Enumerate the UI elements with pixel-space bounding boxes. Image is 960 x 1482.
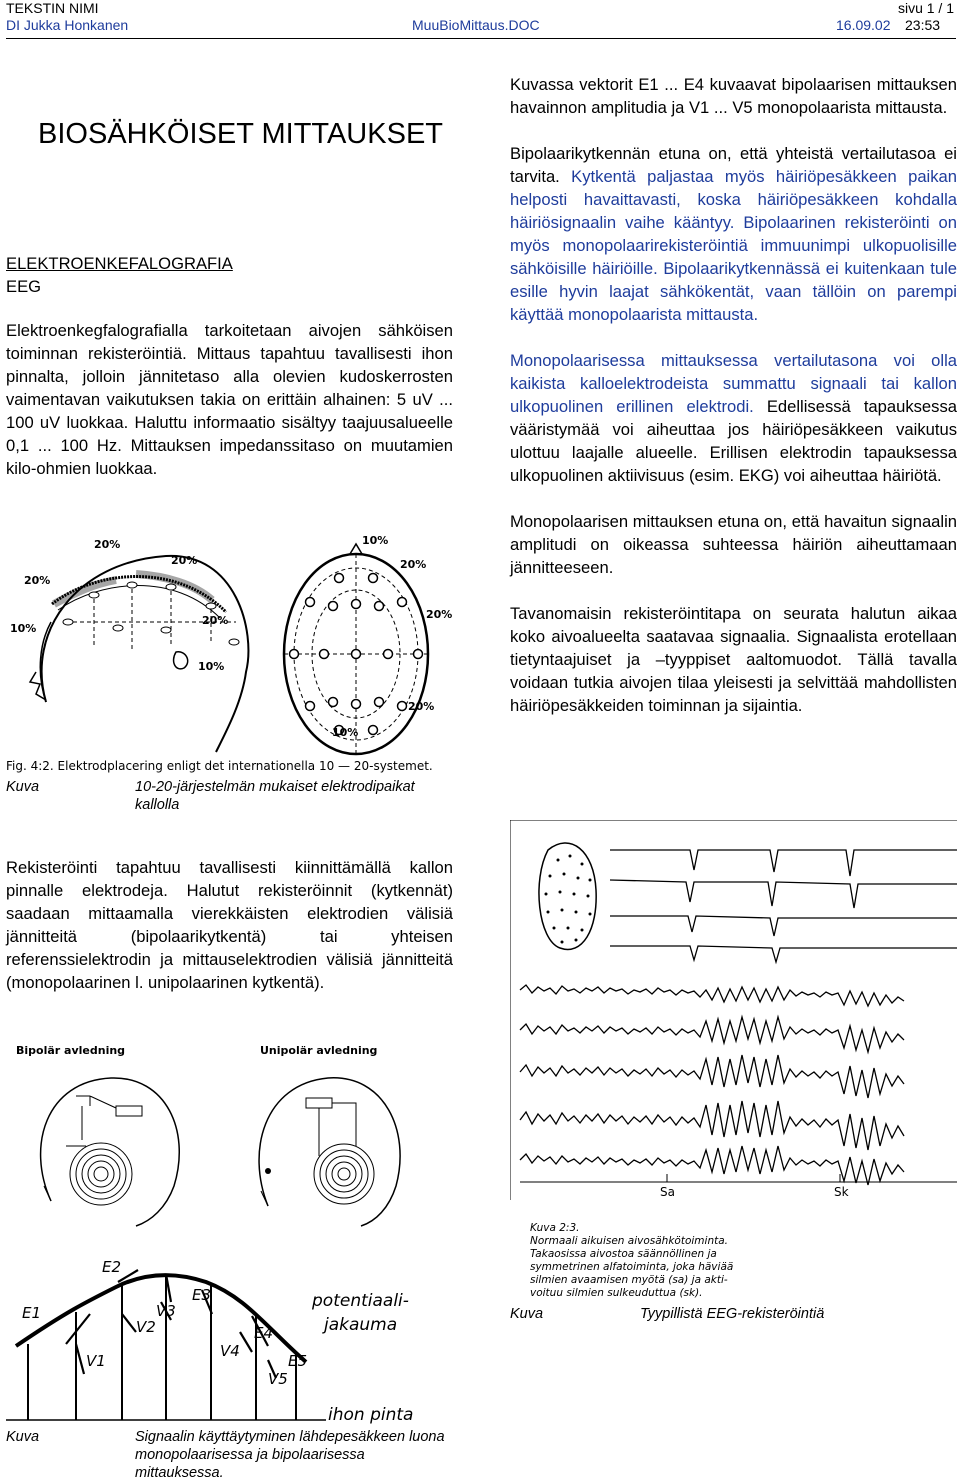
inner-caption-line: symmetrinen alfatoiminta, joka häviää (530, 1261, 734, 1273)
vector-label-e5: E5 (288, 1352, 308, 1370)
monopolar-sentence: Monopolaarisessa mittauksessa vertailutasona voi olla kaikista kalloelektrodeista summattu signaali tai kallon ulkopuolinen erillinen elektrodi. (510, 351, 957, 416)
eeg-recording-drawing (510, 820, 957, 1300)
eeg-recording-figure (510, 820, 957, 1300)
pct-label: 20% (202, 614, 229, 627)
section-title: ELEKTROENKEFALOGRAFIA (6, 254, 233, 273)
recording-method-paragraph: Tavanomaisin rekisteröintitapa on seurata halutun aikaa koko aivoalueelta saatavaa signaalia. Signaalista erotellaan tietyntaajuiset ja –tyyppiset aaltomuodot. Tällä tavalla voidaan tutkia aivojen tilaa yleisesti ja selvittää mahdollisten häiriöpesäkkeiden toiminnan ja sijaintia. (510, 604, 957, 715)
pct-label: 20% (400, 558, 427, 571)
monopolar-advantage-paragraph: Monopolaarisen mittauksen etuna on, että havaitun signaalin amplitudi on oikeassa suhteessa häiriön aiheuttamaan jännitteeseen. (510, 512, 957, 577)
marker-eyes-closed: Sk (834, 1185, 849, 1199)
pct-label: 20% (24, 574, 51, 587)
pct-label: 20% (171, 554, 198, 567)
vector-label-v1: V1 (86, 1352, 106, 1370)
handwritten-surface-label: ihon pinta (328, 1405, 414, 1424)
handwritten-potential-label: potentiaali- (312, 1291, 409, 1311)
header-time: 23:53 (905, 17, 941, 33)
vector-label-e2: E2 (102, 1258, 122, 1276)
inner-caption-line: Normaali aikuisen aivosähkötoiminta. (530, 1235, 728, 1247)
header-date: 16.09.02 (836, 17, 891, 33)
pct-label: 20% (408, 700, 435, 713)
header-author: DI Jukka Honkanen (6, 17, 129, 33)
vector-label-v2: V2 (136, 1318, 156, 1336)
section-abbr: EEG (6, 277, 42, 296)
header-title: TEKSTIN NIMI (6, 0, 99, 16)
pct-label: 10% (198, 660, 225, 673)
page-title: BIOSÄHKÖISET MITTAUKSET (38, 118, 443, 150)
vector-paragraph: Kuvassa vektorit E1 ... E4 kuvaavat bipolaarisen mittauksen havainnon amplitudia ja V1 ... V5 monopolaarista mittausta. (510, 75, 957, 117)
vector-label-v5: V5 (268, 1370, 288, 1388)
derivation-drawing (6, 1036, 453, 1232)
figure4-caption-prefix: Kuva (510, 1306, 544, 1322)
figure3-caption-prefix: Kuva (6, 1429, 40, 1445)
pct-label: 10% (362, 534, 389, 547)
potential-drawing (6, 1252, 453, 1424)
pct-label: 10% (10, 622, 37, 635)
inner-caption-line: voituu silmien sulkeuduttua (sk). (530, 1287, 703, 1299)
right-column-text (510, 73, 957, 717)
pct-label: 20% (426, 608, 453, 621)
pct-label: 10% (332, 726, 359, 739)
vector-label-v3: V3 (156, 1302, 176, 1320)
bipolar-sentence: Bipolaarikytkennän etuna on, että yhteistä vertailutasoa ei tarvita. (510, 144, 957, 186)
vector-label-e3: E3 (192, 1286, 212, 1304)
bipolar-label: Bipolär avledning (16, 1044, 126, 1057)
pct-label: 20% (94, 538, 121, 551)
unipolar-label: Unipolär avledning (260, 1044, 378, 1057)
recording-paragraph: Rekisteröinti tapahtuu tavallisesti kiinnittämällä kallon pinnalle elektrodeja. Halutut rekisteröinnit (kytkennät) saadaan mittaamalla vierekkäisten elektrodien välisiä jännitteitä (bipolaarikytkentä) tai yhteisen referenssielektrodin ja mittauselektrodien välisiä jännitteitä (monopolaarinen l. unipolaarinen kytkentä). (6, 858, 453, 992)
figure4-caption: Tyypillistä EEG-rekisteröintiä (640, 1306, 825, 1322)
marker-eyes-open: Sa (660, 1185, 675, 1199)
monopolar-paragraph (510, 349, 957, 487)
vector-label-v4: V4 (220, 1342, 240, 1360)
figure1-caption-prefix: Kuva (6, 779, 40, 795)
figure-inner-label: Fig. 4:2. Elektrodplacering enligt det internationella 10 — 20-systemet. (6, 759, 433, 773)
vector-label-e1: E1 (22, 1304, 42, 1322)
bipolar-continuation: Kytkentä paljastaa myös häiriöpesäkkeen paikan helposti havaittavasti, koska häiriöpesäkkeen kohdalla häiriösignaalin vaihe kääntyy. Bipolaarinen rekisteröinti on myös monopolaarirekisteröintiä immuunimpi ulkopuolisille sähköisille häiriöille. Bipolaarikytkennässä ei kuitenkaan tule esille hyvin laajat sähkökentät, vaan tällöin on parempi käyttää monopolaarista mittausta. (510, 167, 957, 324)
electrode-placement-figure (6, 522, 453, 774)
electrode-placement-drawing (6, 522, 453, 774)
figure1-caption: 10-20-järjestelmän mukaiset elektrodipaikat kallolla (135, 779, 415, 813)
inner-caption-title: Kuva 2:3. (530, 1222, 580, 1234)
derivation-figure (6, 1036, 453, 1232)
monopolar-continuation: Edellisessä tapauksessa vääristymää voi aiheuttaa jos häiriöpesäkkeen vaikutus ulottuu laajalle alueelle. Erillisen elektrodin tapauksessa ulkopuolinen aktiivisuus (esim. EKG) voi aiheuttaa häiriötä. (510, 397, 957, 485)
bipolar-paragraph (510, 142, 957, 326)
inner-caption-line: silmien avaamisen myötä (sa) ja akti- (530, 1274, 728, 1286)
header-filename: MuuBioMittaus.DOC (412, 17, 540, 33)
potential-figure (6, 1252, 453, 1424)
vector-label-e4: E4 (254, 1324, 274, 1342)
header-divider (6, 38, 956, 39)
inner-caption-line: Takaosissa aivostoa säännöllinen ja (530, 1248, 717, 1260)
handwritten-distribution-label: jakauma (324, 1315, 398, 1335)
figure3-caption: Signaalin käyttäytyminen lähdepesäkkeen luona monopolaarisessa ja bipolaarisessa mittauksessa. (135, 1429, 445, 1481)
intro-paragraph: Elektroenkegfalografialla tarkoitetaan aivojen sähköisen toiminnan rekisteröintiä. Mittaus tapahtuu tavallisesti ihon pinnalta, jolloin jännitetaso alla olevien kudoskerrosten vaimentavan vaikutuksen takia on erittäin alhainen: 5 uV ... 100 uV luokkaa. Haluttu informaatio sisältyy taajuusalueelle 0,1 ... 100 Hz. Mittauksen impedanssitaso on muutamien kilo-ohmien luokkaa. (6, 321, 453, 478)
header-page-number: sivu 1 / 1 (897, 0, 954, 16)
